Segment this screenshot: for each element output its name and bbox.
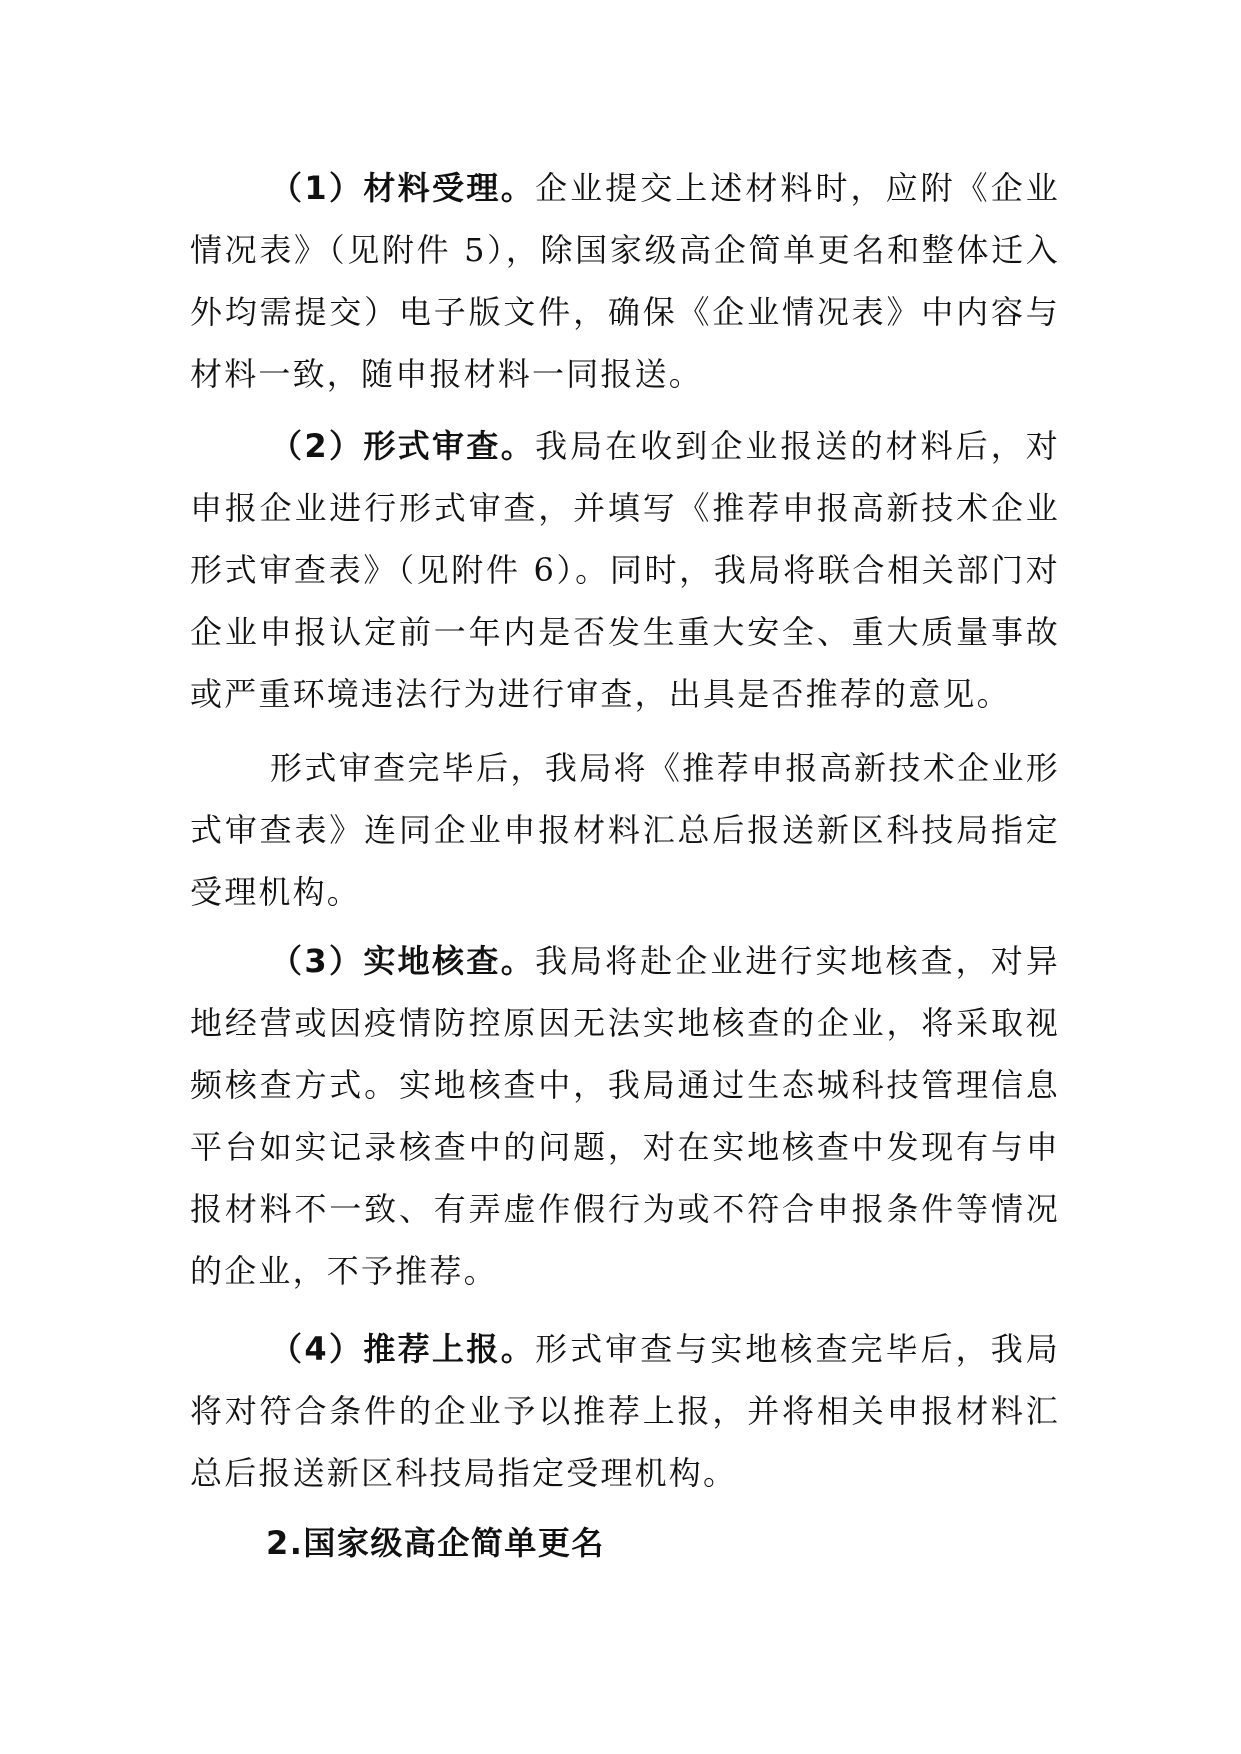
paragraph-material-acceptance xyxy=(190,157,1060,405)
paragraph-site-inspection xyxy=(190,930,1060,1302)
paragraph-text: 形式审查完毕后，我局将《推荐申报高新技术企业形式审查表》连同企业申报材料汇总后报送新区科技局指定受理机构。 xyxy=(190,749,1060,911)
paragraph-label: （3）实地核查。 xyxy=(270,942,536,980)
section-heading: 2.国家级高企简单更名 xyxy=(266,1524,605,1562)
paragraph-text: 我局将赴企业进行实地核查，对异地经营或因疫情防控原因无法实地核查的企业，将采取视频核查方式。实地核查中，我局通过生态城科技管理信息平台如实记录核查中的问题，对在实地核查中发现有与申报材料不一致、有弄虚作假行为或不符合申报条件等情况的企业，不予推荐。 xyxy=(190,942,1060,1290)
paragraph-recommend-report xyxy=(190,1318,1060,1504)
paragraph-label: （1）材料受理。 xyxy=(270,169,536,207)
paragraph-label: （2）形式审查。 xyxy=(270,427,536,465)
paragraph-text: 形式审查与实地核查完毕后，我局将对符合条件的企业予以推荐上报，并将相关申报材料汇总后报送新区科技局指定受理机构。 xyxy=(190,1330,1060,1492)
paragraph-text: 企业提交上述材料时，应附《企业情况表》（见附件 5），除国家级高企简单更名和整体迁入外均需提交）电子版文件，确保《企业情况表》中内容与材料一致，随申报材料一同报送。 xyxy=(190,169,1060,393)
paragraph-label: （4）推荐上报。 xyxy=(270,1330,536,1368)
paragraph-formal-review xyxy=(190,415,1060,725)
paragraph-text: 我局在收到企业报送的材料后，对申报企业进行形式审查，并填写《推荐申报高新技术企业形式审查表》（见附件 6）。同时，我局将联合相关部门对企业申报认定前一年内是否发生重大安全、重大质量事故或严重环境违法行为进行审查，出具是否推荐的意见。 xyxy=(190,427,1060,713)
paragraph-review-followup xyxy=(190,737,1060,923)
